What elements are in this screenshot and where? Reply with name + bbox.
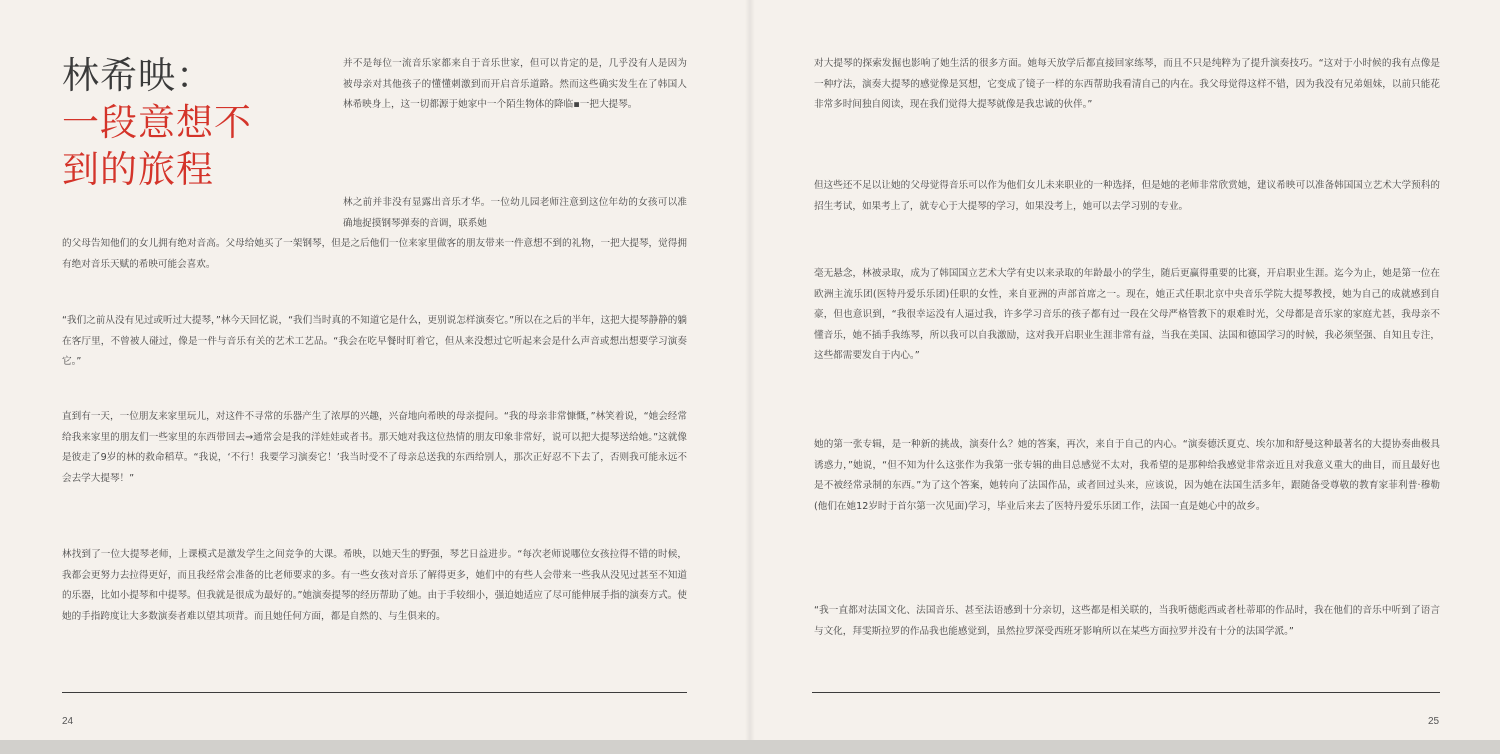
title-subtitle-line1: 一段意想不 <box>62 101 252 144</box>
chapter-title <box>62 52 292 193</box>
left-page-number: 24 <box>62 716 74 727</box>
left-paragraph-2-start: 林之前并非没有显露出音乐才华。一位幼儿园老师注意到这位年幼的女孩可以准确地捉摸钢琴弹奏的音调，联系她 <box>343 197 687 229</box>
right-paragraph-3: 毫无悬念，林被录取，成为了韩国国立艺术大学有史以来录取的年龄最小的学生，随后更赢得重要的比赛，开启职业生涯。迄今为止，她是第一位在欧洲主流乐团(医特丹爱乐乐团)任职的女性，来自亚洲的声部首席之一。现在，她正式任职北京中央音乐学院大提琴教授，她为自己的成就感到自豪，但也意识到，“我很幸运没有人逼过我，许多学习音乐的孩子都有过一段在父母严格管教下的艰难时光，父母都是音乐家的家庭尤甚，我母亲不懂音乐，她不插手我练琴，所以我可以自我激励，这对我开启职业生涯非常有益，当我在美国、法国和德国学习的时候，我必须坚强、自知且专注，这些都需要发自于内心。” <box>814 268 1440 361</box>
left-paragraph-5: 林找到了一位大提琴老师，上课模式是激发学生之间竞争的大课。希映，以她天生的野强，琴艺日益进步。“每次老师说哪位女孩拉得不错的时候，我都会更努力去拉得更好，而且我经常会准备的比老师要求的多。有一些女孩对音乐了解得更多，她们中的有些人会带来一些我从没见过甚至不知道的乐器，比如小提琴和中提琴。但我就是很成为最好的。”她演奏提琴的经历帮助了她。由于手较细小，强迫她适应了尽可能伸展手指的演奏方式。使她的手指跨度让大多数演奏者难以望其项背。而且她任何方面，都是自然的、与生俱来的。 <box>62 549 687 622</box>
left-page <box>0 0 750 740</box>
left-paragraph-1: 并不是每位一流音乐家都来自于音乐世家，但可以肯定的是，几乎没有人是因为被母亲对其他孩子的懂懂刺激到而开启音乐道路。然而这些确实发生在了韩国人林希映身上，这一切都源于她家中一个陌生物体的降临▪一把大提琴。 <box>343 58 687 110</box>
left-paragraph-4: 直到有一天，一位朋友来家里玩儿，对这件不寻常的乐器产生了浓厚的兴趣，兴奋地向希映的母亲提问。“我的母亲非常慷慨，”林笑着说，“她会经常给我来家里的朋友们一些家里的东西带回去→通常会是我的洋娃娃或者书。那天她对我这位热情的朋友印象非常好，说可以把大提琴送给她。”这就像是彼走了9岁的林的救命稻草。“我说，‘不行！我要学习演奏它！’我当时受不了母亲总送我的东西给别人，那次正好忍不下去了，否则我可能永远不会去学大提琴！” <box>62 411 687 484</box>
right-page-number: 25 <box>1428 716 1440 727</box>
right-paragraph-2: 但这些还不足以让她的父母觉得音乐可以作为他们女儿未来职业的一种选择，但是她的老师非常欣赏她，建议希映可以准备韩国国立艺术大学预科的招生考试，如果考上了，就专心于大提琴的学习，如果没考上，她可以去学习别的专业。 <box>814 180 1440 212</box>
left-footer-rule <box>62 692 687 693</box>
title-subtitle-line2: 到的旅程 <box>62 148 214 191</box>
right-paragraph-1: 对大提琴的探索发掘也影响了她生活的很多方面。她每天放学后都直接回家练琴，而且不只是纯粹为了提升演奏技巧。“这对于小时候的我有点像是一种疗法，演奏大提琴的感觉像是冥想，它变成了镜子一样的东西帮助我看清自己的内在。我父母觉得这样不错，因为我没有兄弟姐妹，以前只能花非常多时间独自阅读，现在我们觉得大提琴就像是我忠诚的伙伴。” <box>814 58 1440 110</box>
right-page <box>750 0 1500 740</box>
left-paragraph-3: “我们之前从没有见过或听过大提琴，”林今天回忆说，“我们当时真的不知道它是什么，更别说怎样演奏它。”所以在之后的半年，这把大提琴静静的躺在客厅里，不曾被人碰过，像是一件与音乐有关的艺术工艺品。“我会在吃早餐时盯着它，但从来没想过它听起来会是什么声音或想出想要学习演奏它。” <box>62 315 687 367</box>
left-paragraph-2-cont: 的父母告知他们的女儿拥有绝对音高。父母给她买了一架钢琴，但是之后他们一位来家里做客的朋友带来一件意想不到的礼物，一把大提琴，觉得拥有绝对音乐天赋的希映可能会喜欢。 <box>62 238 687 270</box>
right-paragraph-5: “我一直都对法国文化、法国音乐、甚至法语感到十分亲切，这些都是相关联的，当我听德彪西或者杜蒂耶的作品时，我在他们的音乐中听到了语言与文化，拜雯斯拉罗的作品我也能感觉到，虽然拉罗深受西班牙影响所以在某些方面拉罗并没有十分的法国学派。” <box>814 605 1440 637</box>
viewer-bottom-strip <box>0 740 1500 754</box>
right-paragraph-4: 她的第一张专辑，是一种新的挑战，演奏什么？她的答案，再次，来自于自己的内心。“演奏德沃夏克、埃尔加和舒曼这种最著名的大提协奏曲极具诱惑力，”她说，“但不知为什么这张作为我第一张专辑的曲目总感觉不太对，我希望的是那种给我感觉非常亲近且对我意义重大的曲目，而且最好也是不被经常录制的东西。”为了这个答案，她转向了法国作品，或者回过头来，应该说，因为她在法国生活多年，跟随备受尊敬的教育家菲利普·穆勒(他们在她12岁时于首尔第一次见面)学习，毕业后来去了医特丹爱乐乐团工作，法国一直是她心中的故乡。 <box>814 439 1440 512</box>
title-name: 林希映： <box>62 54 214 97</box>
right-footer-rule <box>812 692 1440 693</box>
